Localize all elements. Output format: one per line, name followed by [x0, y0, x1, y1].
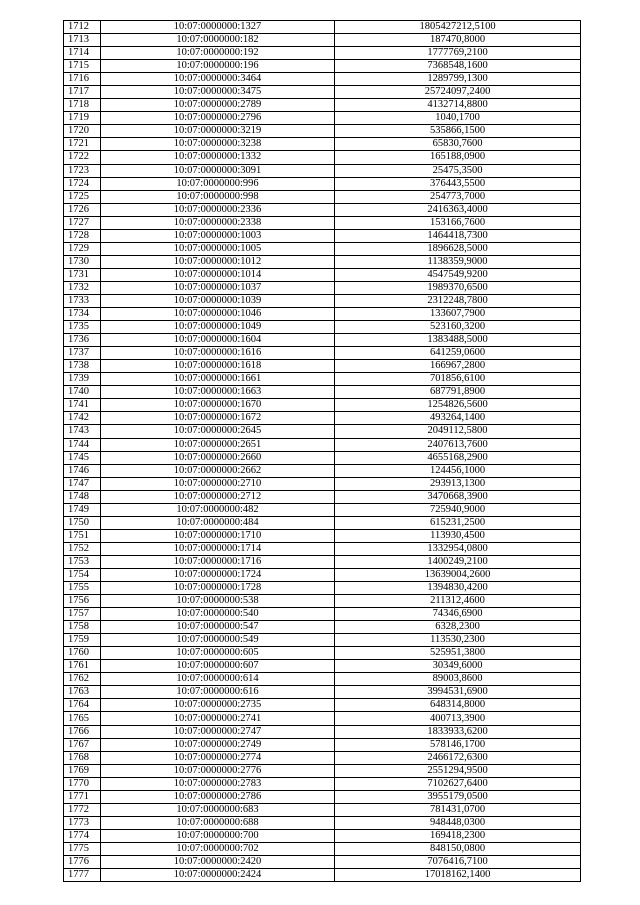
value-cell: 1138359,9000: [335, 255, 581, 268]
table-row: [64, 216, 581, 229]
table-row: [64, 777, 581, 790]
cadastral-number-cell: 10:07:0000000:2660: [101, 451, 335, 464]
value-cell: 133607,7900: [335, 308, 581, 321]
table-row: [64, 112, 581, 125]
row-number-cell: 1727: [64, 216, 101, 229]
table-row: [64, 764, 581, 777]
row-number-cell: 1731: [64, 268, 101, 281]
table-row: [64, 829, 581, 842]
table-row: [64, 294, 581, 307]
value-cell: 7076416,7100: [335, 856, 581, 869]
table-row: [64, 321, 581, 334]
row-number-cell: 1766: [64, 725, 101, 738]
value-cell: 153166,7600: [335, 216, 581, 229]
value-cell: 641259,0600: [335, 347, 581, 360]
value-cell: 293913,1300: [335, 477, 581, 490]
table-row: [64, 203, 581, 216]
row-number-cell: 1760: [64, 647, 101, 660]
row-number-cell: 1723: [64, 164, 101, 177]
cadastral-number-cell: 10:07:0000000:1005: [101, 242, 335, 255]
cadastral-number-cell: 10:07:0000000:1604: [101, 334, 335, 347]
cadastral-number-cell: 10:07:0000000:3091: [101, 164, 335, 177]
table-row: [64, 164, 581, 177]
value-cell: 1989370,6500: [335, 281, 581, 294]
table-row: [64, 686, 581, 699]
value-cell: 30349,6000: [335, 660, 581, 673]
row-number-cell: 1772: [64, 803, 101, 816]
cadastral-number-cell: 10:07:0000000:1014: [101, 268, 335, 281]
value-cell: 6328,2300: [335, 621, 581, 634]
cadastral-number-cell: 10:07:0000000:3464: [101, 73, 335, 86]
value-cell: 1332954,0800: [335, 542, 581, 555]
table-row: [64, 229, 581, 242]
cadastral-number-cell: 10:07:0000000:2783: [101, 777, 335, 790]
cadastral-number-cell: 10:07:0000000:1003: [101, 229, 335, 242]
cadastral-number-cell: 10:07:0000000:182: [101, 34, 335, 47]
value-cell: 1464418,7300: [335, 229, 581, 242]
row-number-cell: 1722: [64, 151, 101, 164]
cadastral-number-cell: 10:07:0000000:3238: [101, 138, 335, 151]
table-row: [64, 738, 581, 751]
table-row: [64, 568, 581, 581]
table-row: [64, 451, 581, 464]
table-row: [64, 334, 581, 347]
value-cell: 65830,7600: [335, 138, 581, 151]
row-number-cell: 1769: [64, 764, 101, 777]
table-row: [64, 34, 581, 47]
cadastral-number-cell: 10:07:0000000:2424: [101, 869, 335, 882]
cadastral-number-cell: 10:07:0000000:3219: [101, 125, 335, 138]
value-cell: 7102627,6400: [335, 777, 581, 790]
value-cell: 781431,0700: [335, 803, 581, 816]
table-row: [64, 647, 581, 660]
row-number-cell: 1741: [64, 399, 101, 412]
table-row: [64, 412, 581, 425]
row-number-cell: 1734: [64, 308, 101, 321]
row-number-cell: 1757: [64, 608, 101, 621]
row-number-cell: 1712: [64, 21, 101, 34]
table-row: [64, 281, 581, 294]
row-number-cell: 1724: [64, 177, 101, 190]
row-number-cell: 1776: [64, 856, 101, 869]
cadastral-number-cell: 10:07:0000000:549: [101, 634, 335, 647]
value-cell: 578146,1700: [335, 738, 581, 751]
row-number-cell: 1767: [64, 738, 101, 751]
value-cell: 1254826,5600: [335, 399, 581, 412]
row-number-cell: 1771: [64, 790, 101, 803]
cadastral-number-cell: 10:07:0000000:1672: [101, 412, 335, 425]
value-cell: 1289799,1300: [335, 73, 581, 86]
table-row: [64, 86, 581, 99]
cadastral-number-cell: 10:07:0000000:1327: [101, 21, 335, 34]
row-number-cell: 1738: [64, 360, 101, 373]
value-cell: 1833933,6200: [335, 725, 581, 738]
cadastral-number-cell: 10:07:0000000:2651: [101, 438, 335, 451]
row-number-cell: 1749: [64, 503, 101, 516]
table-row: [64, 73, 581, 86]
table-row: [64, 99, 581, 112]
table-row: [64, 242, 581, 255]
row-number-cell: 1721: [64, 138, 101, 151]
value-cell: 211312,4600: [335, 595, 581, 608]
row-number-cell: 1764: [64, 699, 101, 712]
table-body: [64, 21, 581, 882]
table-row: [64, 673, 581, 686]
cadastral-number-cell: 10:07:0000000:2741: [101, 712, 335, 725]
row-number-cell: 1746: [64, 464, 101, 477]
table-row: [64, 842, 581, 855]
value-cell: 74346,6900: [335, 608, 581, 621]
table-row: [64, 542, 581, 555]
row-number-cell: 1768: [64, 751, 101, 764]
table-row: [64, 308, 581, 321]
table-row: [64, 595, 581, 608]
cadastral-number-cell: 10:07:0000000:1616: [101, 347, 335, 360]
row-number-cell: 1719: [64, 112, 101, 125]
cadastral-number-cell: 10:07:0000000:1618: [101, 360, 335, 373]
cadastral-number-cell: 10:07:0000000:2336: [101, 203, 335, 216]
cadastral-number-cell: 10:07:0000000:998: [101, 190, 335, 203]
cadastral-number-cell: 10:07:0000000:1710: [101, 529, 335, 542]
table-row: [64, 856, 581, 869]
cadastral-number-cell: 10:07:0000000:1049: [101, 321, 335, 334]
value-cell: 848150,0800: [335, 842, 581, 855]
row-number-cell: 1762: [64, 673, 101, 686]
row-number-cell: 1725: [64, 190, 101, 203]
cadastral-number-cell: 10:07:0000000:2710: [101, 477, 335, 490]
value-cell: 1400249,2100: [335, 555, 581, 568]
cadastral-number-cell: 10:07:0000000:2774: [101, 751, 335, 764]
row-number-cell: 1755: [64, 582, 101, 595]
value-cell: 166967,2800: [335, 360, 581, 373]
value-cell: 523160,3200: [335, 321, 581, 334]
row-number-cell: 1733: [64, 294, 101, 307]
cadastral-number-cell: 10:07:0000000:2662: [101, 464, 335, 477]
cadastral-number-cell: 10:07:0000000:2789: [101, 99, 335, 112]
table-row: [64, 621, 581, 634]
cadastral-number-cell: 10:07:0000000:1039: [101, 294, 335, 307]
value-cell: 2312248,7800: [335, 294, 581, 307]
row-number-cell: 1752: [64, 542, 101, 555]
cadastral-number-cell: 10:07:0000000:3475: [101, 86, 335, 99]
table-row: [64, 751, 581, 764]
value-cell: 1777769,2100: [335, 47, 581, 60]
row-number-cell: 1718: [64, 99, 101, 112]
cadastral-number-cell: 10:07:0000000:1046: [101, 308, 335, 321]
table-row: [64, 803, 581, 816]
value-cell: 525951,3800: [335, 647, 581, 660]
table-row: [64, 516, 581, 529]
value-cell: 2551294,9500: [335, 764, 581, 777]
row-number-cell: 1743: [64, 425, 101, 438]
value-cell: 648314,8000: [335, 699, 581, 712]
cadastral-number-cell: 10:07:0000000:547: [101, 621, 335, 634]
value-cell: 376443,5500: [335, 177, 581, 190]
cadastral-number-cell: 10:07:0000000:1670: [101, 399, 335, 412]
row-number-cell: 1756: [64, 595, 101, 608]
data-table: [63, 20, 581, 882]
cadastral-number-cell: 10:07:0000000:196: [101, 60, 335, 73]
value-cell: 948448,0300: [335, 816, 581, 829]
row-number-cell: 1715: [64, 60, 101, 73]
row-number-cell: 1726: [64, 203, 101, 216]
row-number-cell: 1765: [64, 712, 101, 725]
table-row: [64, 529, 581, 542]
cadastral-number-cell: 10:07:0000000:192: [101, 47, 335, 60]
value-cell: 4132714,8800: [335, 99, 581, 112]
row-number-cell: 1714: [64, 47, 101, 60]
table-row: [64, 21, 581, 34]
row-number-cell: 1751: [64, 529, 101, 542]
value-cell: 687791,8900: [335, 386, 581, 399]
value-cell: 187470,8000: [335, 34, 581, 47]
cadastral-number-cell: 10:07:0000000:540: [101, 608, 335, 621]
value-cell: 25724097,2400: [335, 86, 581, 99]
value-cell: 3994531,6900: [335, 686, 581, 699]
cadastral-number-cell: 10:07:0000000:2338: [101, 216, 335, 229]
table-row: [64, 386, 581, 399]
row-number-cell: 1729: [64, 242, 101, 255]
value-cell: 400713,3900: [335, 712, 581, 725]
row-number-cell: 1740: [64, 386, 101, 399]
table-row: [64, 816, 581, 829]
cadastral-number-cell: 10:07:0000000:2776: [101, 764, 335, 777]
cadastral-number-cell: 10:07:0000000:1012: [101, 255, 335, 268]
value-cell: 3470668,3900: [335, 490, 581, 503]
cadastral-number-cell: 10:07:0000000:2735: [101, 699, 335, 712]
table-row: [64, 268, 581, 281]
value-cell: 535866,1500: [335, 125, 581, 138]
row-number-cell: 1750: [64, 516, 101, 529]
cadastral-number-cell: 10:07:0000000:2420: [101, 856, 335, 869]
table-row: [64, 255, 581, 268]
row-number-cell: 1759: [64, 634, 101, 647]
value-cell: 25475,3500: [335, 164, 581, 177]
row-number-cell: 1770: [64, 777, 101, 790]
row-number-cell: 1732: [64, 281, 101, 294]
table-row: [64, 177, 581, 190]
table-row: [64, 438, 581, 451]
row-number-cell: 1775: [64, 842, 101, 855]
cadastral-number-cell: 10:07:0000000:702: [101, 842, 335, 855]
value-cell: 17018162,1400: [335, 869, 581, 882]
cadastral-number-cell: 10:07:0000000:2747: [101, 725, 335, 738]
table-row: [64, 490, 581, 503]
cadastral-number-cell: 10:07:0000000:683: [101, 803, 335, 816]
table-row: [64, 582, 581, 595]
value-cell: 4655168,2900: [335, 451, 581, 464]
table-row: [64, 360, 581, 373]
value-cell: 1805427212,5100: [335, 21, 581, 34]
cadastral-number-cell: 10:07:0000000:2796: [101, 112, 335, 125]
cadastral-number-cell: 10:07:0000000:996: [101, 177, 335, 190]
cadastral-number-cell: 10:07:0000000:1332: [101, 151, 335, 164]
table-row: [64, 699, 581, 712]
value-cell: 2407613,7600: [335, 438, 581, 451]
value-cell: 2416363,4000: [335, 203, 581, 216]
row-number-cell: 1747: [64, 477, 101, 490]
cadastral-number-cell: 10:07:0000000:688: [101, 816, 335, 829]
cadastral-number-cell: 10:07:0000000:605: [101, 647, 335, 660]
cadastral-number-cell: 10:07:0000000:482: [101, 503, 335, 516]
table-row: [64, 634, 581, 647]
row-number-cell: 1748: [64, 490, 101, 503]
value-cell: 1896628,5000: [335, 242, 581, 255]
cadastral-number-cell: 10:07:0000000:2645: [101, 425, 335, 438]
row-number-cell: 1745: [64, 451, 101, 464]
value-cell: 254773,7000: [335, 190, 581, 203]
row-number-cell: 1773: [64, 816, 101, 829]
row-number-cell: 1774: [64, 829, 101, 842]
value-cell: 7368548,1600: [335, 60, 581, 73]
value-cell: 615231,2500: [335, 516, 581, 529]
cadastral-number-cell: 10:07:0000000:1661: [101, 373, 335, 386]
row-number-cell: 1735: [64, 321, 101, 334]
cadastral-number-cell: 10:07:0000000:538: [101, 595, 335, 608]
value-cell: 169418,2300: [335, 829, 581, 842]
row-number-cell: 1758: [64, 621, 101, 634]
value-cell: 1394830,4200: [335, 582, 581, 595]
table-row: [64, 608, 581, 621]
table-row: [64, 503, 581, 516]
table-row: [64, 725, 581, 738]
value-cell: 1040,1700: [335, 112, 581, 125]
row-number-cell: 1742: [64, 412, 101, 425]
cadastral-number-cell: 10:07:0000000:616: [101, 686, 335, 699]
cadastral-number-cell: 10:07:0000000:484: [101, 516, 335, 529]
table-row: [64, 347, 581, 360]
table-row: [64, 712, 581, 725]
table-row: [64, 47, 581, 60]
value-cell: 124456,1000: [335, 464, 581, 477]
value-cell: 89003,8600: [335, 673, 581, 686]
row-number-cell: 1730: [64, 255, 101, 268]
cadastral-number-cell: 10:07:0000000:1724: [101, 568, 335, 581]
row-number-cell: 1763: [64, 686, 101, 699]
table-row: [64, 464, 581, 477]
value-cell: 13639004,2600: [335, 568, 581, 581]
value-cell: 113530,2300: [335, 634, 581, 647]
table-row: [64, 138, 581, 151]
table-row: [64, 373, 581, 386]
table-row: [64, 125, 581, 138]
row-number-cell: 1753: [64, 555, 101, 568]
table-row: [64, 151, 581, 164]
row-number-cell: 1717: [64, 86, 101, 99]
value-cell: 2049112,5800: [335, 425, 581, 438]
row-number-cell: 1777: [64, 869, 101, 882]
table-row: [64, 190, 581, 203]
table-row: [64, 477, 581, 490]
table-row: [64, 790, 581, 803]
row-number-cell: 1754: [64, 568, 101, 581]
cadastral-number-cell: 10:07:0000000:2712: [101, 490, 335, 503]
cadastral-number-cell: 10:07:0000000:700: [101, 829, 335, 842]
row-number-cell: 1716: [64, 73, 101, 86]
value-cell: 3955179,0500: [335, 790, 581, 803]
cadastral-number-cell: 10:07:0000000:1663: [101, 386, 335, 399]
value-cell: 725940,9000: [335, 503, 581, 516]
row-number-cell: 1713: [64, 34, 101, 47]
cadastral-number-cell: 10:07:0000000:1728: [101, 582, 335, 595]
cadastral-number-cell: 10:07:0000000:2749: [101, 738, 335, 751]
value-cell: 113930,4500: [335, 529, 581, 542]
row-number-cell: 1728: [64, 229, 101, 242]
table-row: [64, 60, 581, 73]
table-row: [64, 660, 581, 673]
cadastral-number-cell: 10:07:0000000:1037: [101, 281, 335, 294]
row-number-cell: 1739: [64, 373, 101, 386]
cadastral-number-cell: 10:07:0000000:2786: [101, 790, 335, 803]
value-cell: 4547549,9200: [335, 268, 581, 281]
row-number-cell: 1744: [64, 438, 101, 451]
row-number-cell: 1761: [64, 660, 101, 673]
value-cell: 701856,6100: [335, 373, 581, 386]
table-row: [64, 555, 581, 568]
cadastral-number-cell: 10:07:0000000:1716: [101, 555, 335, 568]
cadastral-number-cell: 10:07:0000000:614: [101, 673, 335, 686]
row-number-cell: 1736: [64, 334, 101, 347]
table-row: [64, 869, 581, 882]
value-cell: 165188,0900: [335, 151, 581, 164]
row-number-cell: 1720: [64, 125, 101, 138]
table-row: [64, 425, 581, 438]
value-cell: 1383488,5000: [335, 334, 581, 347]
row-number-cell: 1737: [64, 347, 101, 360]
value-cell: 493264,1400: [335, 412, 581, 425]
cadastral-number-cell: 10:07:0000000:607: [101, 660, 335, 673]
value-cell: 2466172,6300: [335, 751, 581, 764]
cadastral-number-cell: 10:07:0000000:1714: [101, 542, 335, 555]
table-row: [64, 399, 581, 412]
